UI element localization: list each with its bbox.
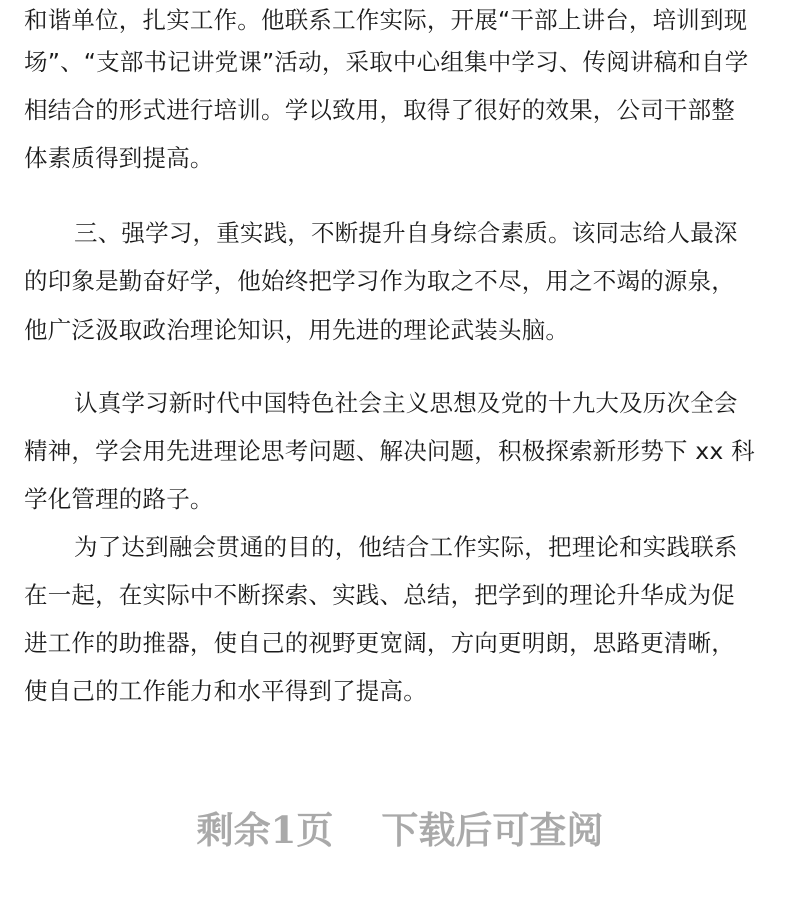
remaining-pages-label: 剩余1页	[196, 808, 334, 852]
paragraph-line: 和谐单位，扎实工作。他联系工作实际，开展“干部上讲台，培训到现	[24, 6, 748, 34]
paragraph-line: 使自己的工作能力和水平得到了提高。	[24, 677, 427, 705]
paragraph-line: 精神，学会用先进理论思考问题、解决问题，积极探索新形势下 xx 科	[24, 437, 755, 465]
paragraph-line: 认真学习新时代中国特色社会主义思想及党的十九大及历次全会	[74, 389, 738, 417]
paragraph-line: 体素质得到提高。	[24, 144, 214, 172]
paragraph-line: 在一起，在实际中不断探索、实践、总结，把学到的理论升华成为促	[24, 581, 735, 609]
paragraph-line: 的印象是勤奋好学，他始终把学习作为取之不尽，用之不竭的源泉，	[24, 267, 735, 295]
download-to-view-label: 下载后可查阅	[381, 808, 604, 852]
paragraph-line: 三、强学习，重实践，不断提升自身综合素质。该同志给人最深	[74, 219, 738, 247]
paragraph-line: 为了达到融会贯通的目的，他结合工作实际，把理论和实践联系	[74, 533, 738, 561]
paragraph-line: 他广泛汲取政治理论知识，用先进的理论武装头脑。	[24, 316, 570, 344]
paragraph-line: 进工作的助推器，使自己的视野更宽阔，方向更明朗，思路更清晰，	[24, 629, 735, 657]
paragraph-line: 学化管理的路子。	[24, 485, 214, 513]
paragraph-line: 相结合的形式进行培训。学以致用，取得了很好的效果，公司干部整	[24, 96, 735, 124]
remaining-pages-banner[interactable]	[0, 800, 800, 854]
paragraph-line: 场”、“支部书记讲党课”活动，采取中心组集中学习、传阅讲稿和自学	[24, 48, 749, 76]
